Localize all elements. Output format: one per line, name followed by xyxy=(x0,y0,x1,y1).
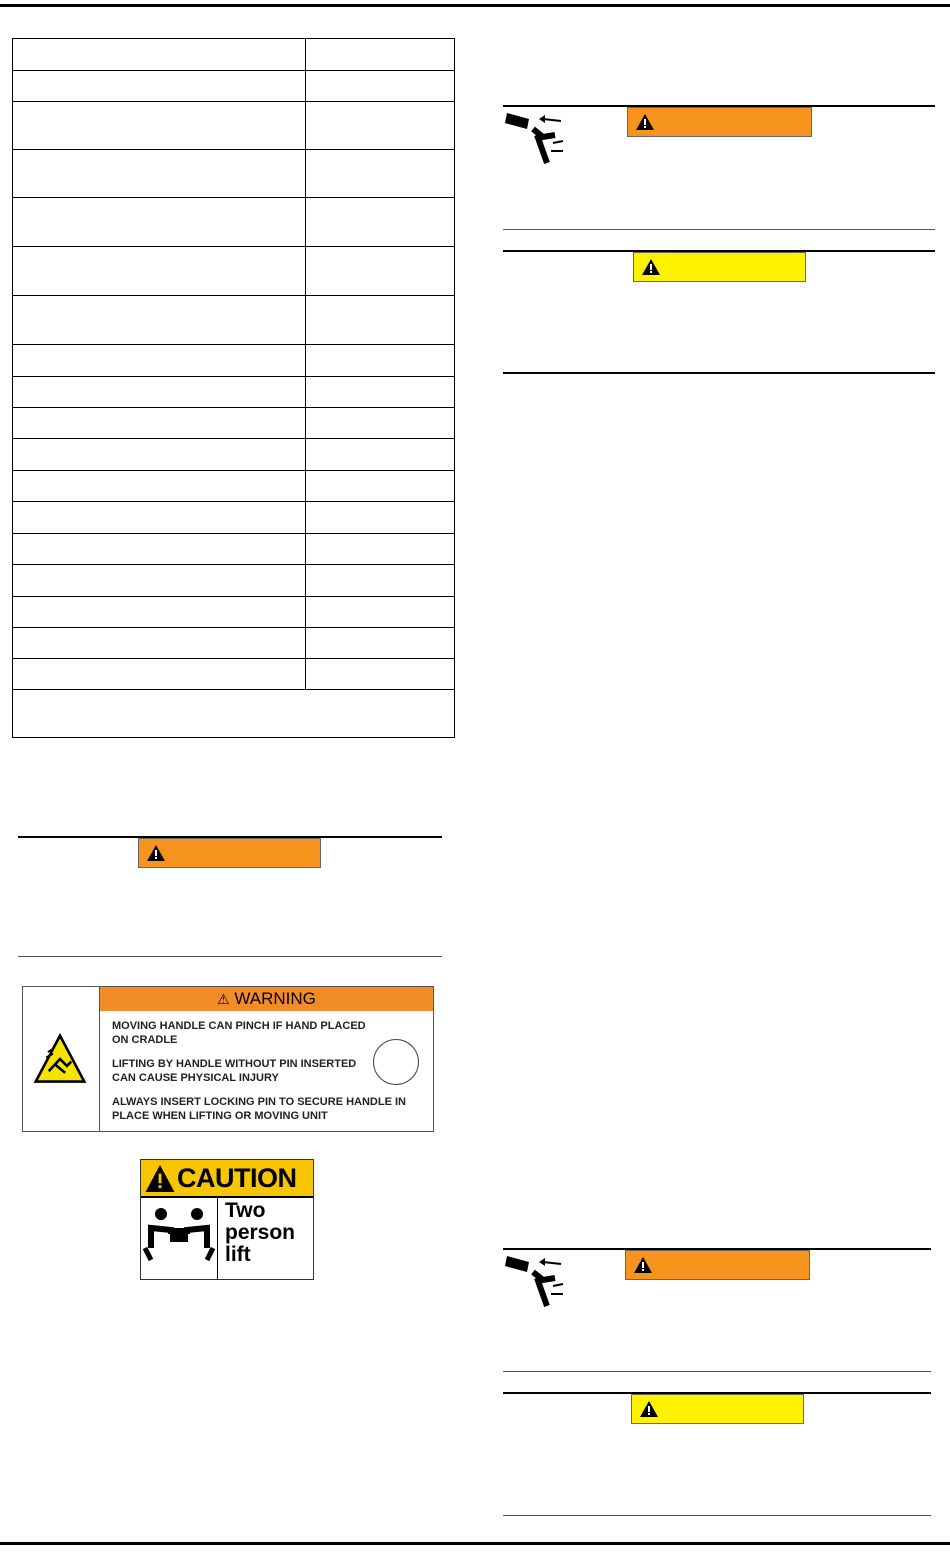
two-person-lift-icon xyxy=(141,1198,218,1279)
table-row xyxy=(13,150,454,198)
caution-signal-bar xyxy=(633,252,806,282)
table-row xyxy=(13,247,454,296)
table-row xyxy=(13,565,454,597)
pinch-hand-icon xyxy=(503,107,573,167)
caution-text-line-1: Two xyxy=(225,1199,266,1222)
label-line-2: LIFTING BY HANDLE WITHOUT PIN INSERTED CAN CAUSE PHYSICAL INJURY xyxy=(112,1058,357,1084)
table-row xyxy=(13,345,454,377)
label-header xyxy=(100,987,433,1011)
caution-text-line-3: lift xyxy=(225,1243,251,1266)
table-row xyxy=(13,471,454,502)
right-caution-1-bottom-rule xyxy=(503,372,935,374)
caution-safety-label xyxy=(140,1159,314,1280)
alert-triangle-icon xyxy=(145,1165,175,1192)
right-warning-1-bottom-rule xyxy=(503,229,935,230)
label-line-1: MOVING HANDLE CAN PINCH IF HAND PLACED ON CRADLE xyxy=(112,1020,366,1046)
table-row xyxy=(13,534,454,565)
label-line-3: ALWAYS INSERT LOCKING PIN TO SECURE HANDLE IN PLACE WHEN LIFTING OR MOVING UNIT xyxy=(112,1096,406,1122)
caution-header-text: CAUTION xyxy=(177,1163,297,1193)
alert-triangle-icon: ⚠ xyxy=(217,991,230,1007)
table-row xyxy=(13,439,454,471)
table-row xyxy=(13,39,454,71)
caution-header xyxy=(141,1160,313,1198)
table-row xyxy=(13,408,454,439)
warning-signal-bar xyxy=(138,838,321,868)
caution-text-line-2: person xyxy=(225,1221,296,1244)
table-row xyxy=(13,102,454,150)
warning-signal-bar xyxy=(627,107,812,137)
table-row xyxy=(13,597,454,628)
warning-safety-label xyxy=(22,986,434,1132)
alert-triangle-icon xyxy=(642,259,660,275)
page-top-rule xyxy=(0,4,950,7)
alert-triangle-icon xyxy=(636,114,654,130)
alert-triangle-icon xyxy=(634,1257,652,1273)
table-footer-row xyxy=(13,690,454,737)
label-icon-column xyxy=(23,987,100,1131)
table-row xyxy=(13,659,454,690)
label-circle-mark xyxy=(373,1039,419,1085)
right-warning-2-bottom-rule xyxy=(503,1371,931,1372)
warning-signal-bar xyxy=(625,1250,810,1280)
page-bottom-rule xyxy=(0,1542,950,1545)
specification-table xyxy=(12,38,455,738)
label-header-text: WARNING xyxy=(234,989,316,1008)
table-row xyxy=(13,198,454,247)
pinch-hand-icon xyxy=(503,1250,573,1310)
caution-text xyxy=(225,1200,295,1266)
table-row xyxy=(13,628,454,659)
alert-triangle-icon xyxy=(147,845,165,861)
table-row xyxy=(13,502,454,534)
right-caution-2-bottom-rule xyxy=(503,1515,931,1516)
warning-block-bottom-rule xyxy=(18,956,442,957)
alert-triangle-icon xyxy=(640,1401,658,1417)
pinch-hazard-icon xyxy=(31,1033,89,1085)
caution-signal-bar xyxy=(631,1394,804,1424)
table-row xyxy=(13,71,454,102)
table-row xyxy=(13,377,454,408)
table-row xyxy=(13,296,454,345)
